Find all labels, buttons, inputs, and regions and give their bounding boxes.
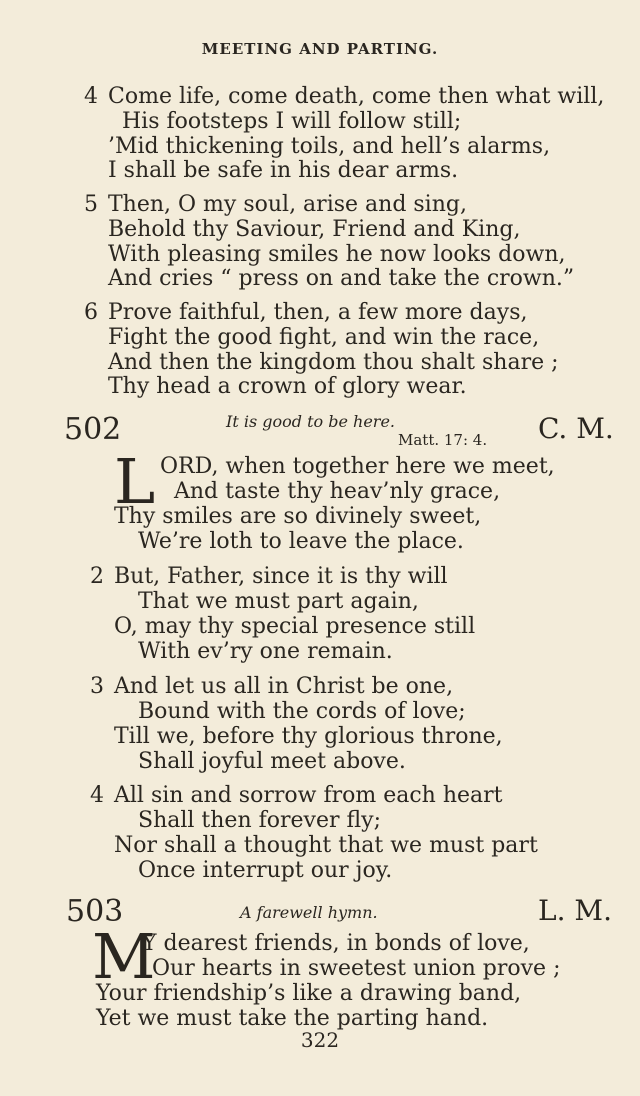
verse-line: Thy smiles are so divinely sweet, bbox=[114, 504, 482, 529]
hymn-title: A farewell hymn. bbox=[240, 903, 378, 922]
verse-line: Nor shall a thought that we must part bbox=[114, 833, 538, 858]
verse-line: But, Father, since it is thy will bbox=[114, 564, 448, 589]
verse-line: Then, O my soul, arise and sing, bbox=[108, 192, 467, 217]
stanza-number: 6 bbox=[84, 300, 98, 325]
hymn-meter: L. M. bbox=[538, 894, 612, 927]
hymn-number: 503 bbox=[66, 894, 124, 929]
verse-line: Shall joyful meet above. bbox=[138, 749, 406, 774]
verse-line: Y dearest friends, in bonds of love, bbox=[142, 931, 530, 956]
stanza-number: 4 bbox=[84, 84, 98, 109]
verse-line: Shall then forever fly; bbox=[138, 808, 382, 833]
stanza-number: 5 bbox=[84, 192, 98, 217]
verse-line: Prove faithful, then, a few more days, bbox=[108, 300, 528, 325]
stanza-number: 4 bbox=[90, 783, 104, 808]
verse-line: We’re loth to leave the place. bbox=[138, 529, 464, 554]
verse-line: Till we, before thy glorious throne, bbox=[114, 724, 503, 749]
verse-line: With pleasing smiles he now looks down, bbox=[108, 242, 566, 267]
verse-line: That we must part again, bbox=[138, 589, 419, 614]
verse-line: All sin and sorrow from each heart bbox=[114, 783, 503, 808]
verse-line: Come life, come death, come then what will, bbox=[108, 84, 605, 109]
verse-line: ORD, when together here we meet, bbox=[160, 454, 555, 479]
verse-line: And taste thy heav’nly grace, bbox=[174, 479, 501, 504]
verse-line: With ev’ry one remain. bbox=[138, 639, 393, 664]
scripture-reference: Matt. 17: 4. bbox=[398, 431, 488, 449]
verse-line: Once interrupt our joy. bbox=[138, 858, 393, 883]
page-number: 322 bbox=[300, 1028, 340, 1052]
verse-line: I shall be safe in his dear arms. bbox=[108, 158, 459, 183]
stanza-number: 3 bbox=[90, 674, 104, 699]
drop-cap: L bbox=[114, 445, 156, 518]
verse-line: Thy head a crown of glory wear. bbox=[108, 374, 467, 399]
hymn-title: It is good to be here. bbox=[226, 412, 396, 431]
verse-line: O, may thy special presence still bbox=[114, 614, 476, 639]
hymn-meter: C. M. bbox=[538, 412, 614, 445]
verse-line: And cries “ press on and take the crown.” bbox=[108, 266, 575, 291]
running-head: MEETING AND PARTING. bbox=[201, 40, 439, 58]
verse-line: Behold thy Saviour, Friend and King, bbox=[108, 217, 521, 242]
verse-line: Fight the good fight, and win the race, bbox=[108, 325, 540, 350]
verse-line: And then the kingdom thou shalt share ; bbox=[108, 350, 559, 375]
verse-line: Your friendship’s like a drawing band, bbox=[96, 981, 522, 1006]
drop-cap: M bbox=[92, 920, 156, 993]
verse-line: And let us all in Christ be one, bbox=[114, 674, 454, 699]
verse-line: Yet we must take the parting hand. bbox=[96, 1006, 489, 1031]
hymn-number: 502 bbox=[64, 412, 122, 447]
stanza-number: 2 bbox=[90, 564, 104, 589]
verse-line: His footsteps I will follow still; bbox=[122, 109, 462, 134]
verse-line: Our hearts in sweetest union prove ; bbox=[152, 956, 561, 981]
verse-line: Bound with the cords of love; bbox=[138, 699, 466, 724]
verse-line: ’Mid thickening toils, and hell’s alarms, bbox=[108, 134, 551, 159]
